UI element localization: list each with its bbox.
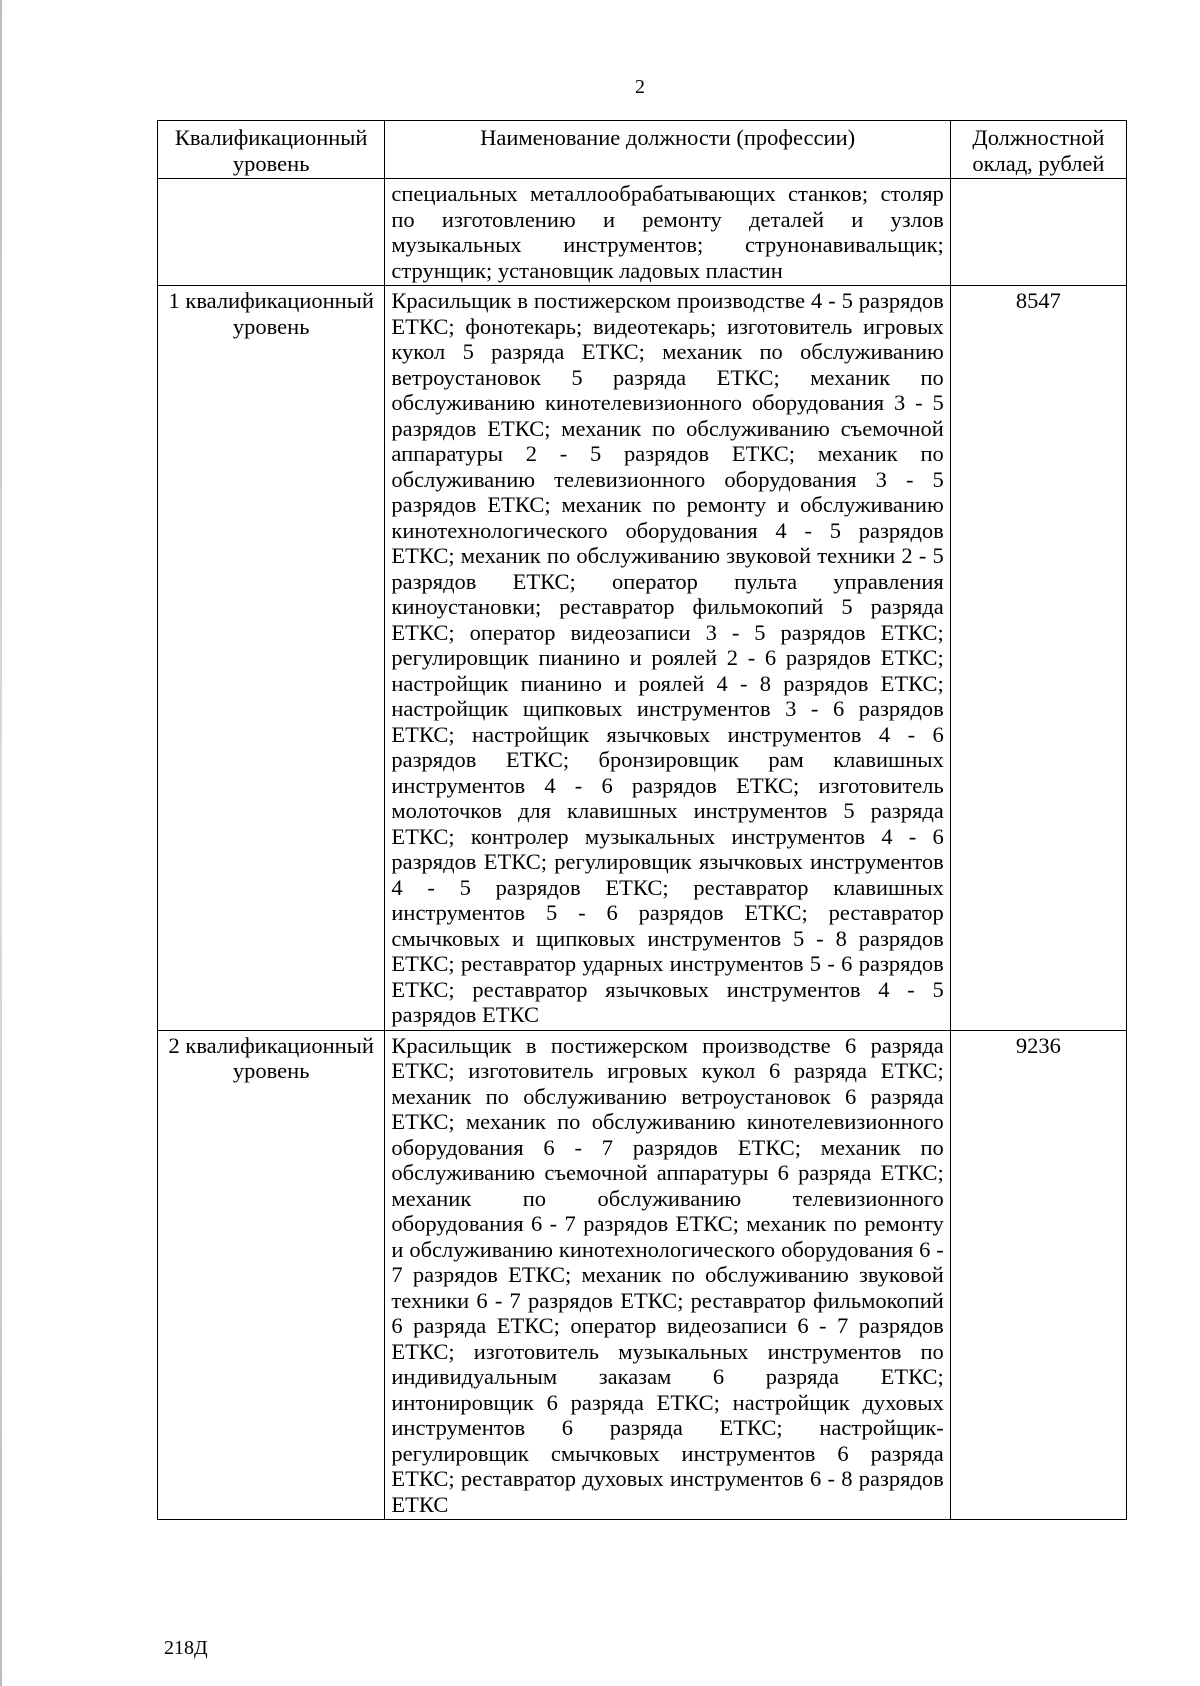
header-title: Наименование должности (профессии) bbox=[385, 121, 950, 179]
salary-table bbox=[157, 120, 1127, 1520]
salary-cell bbox=[950, 179, 1126, 286]
table-row bbox=[158, 1030, 1127, 1520]
scan-edge bbox=[0, 0, 2, 1686]
salary-cell: 8547 bbox=[950, 286, 1126, 1031]
table-row bbox=[158, 286, 1127, 1031]
header-salary: Должностной оклад, рублей bbox=[950, 121, 1126, 179]
level-cell bbox=[158, 179, 385, 286]
page-number: 2 bbox=[635, 76, 645, 98]
table-row bbox=[158, 179, 1127, 286]
title-cell: специальных металлообрабатывающих станков; столяр по изготовлению и ремонту деталей и узлов музыкальных инструментов; струнонавивальщик; струнщик; установщик ладовых пластин bbox=[385, 179, 950, 286]
title-cell: Красильщик в постижерском производстве 6 разряда ЕТКС; изготовитель игровых кукол 6 разряда ЕТКС; механик по обслуживанию ветроустановок 6 разряда ЕТКС; механик по обслуживанию кинотелевизионного оборудования 6 - 7 разрядов ЕТКС; механик по обслуживанию съемочной аппаратуры 6 разряда ЕТКС; механик по обслуживанию телевизионного оборудования 6 - 7 разрядов ЕТКС; механик по ремонту и обслуживанию кинотехнологического оборудования 6 - 7 разрядов ЕТКС; механик по обслуживанию звуковой техники 6 - 7 разрядов ЕТКС; реставратор фильмокопий 6 разряда ЕТКС; оператор видеозаписи 6 - 7 разрядов ЕТКС; изготовитель музыкальных инструментов по индивидуальным заказам 6 разряда ЕТКС; интонировщик 6 разряда ЕТКС; настройщик духовых инструментов 6 разряда ЕТКС; настройщик-регулировщик смычковых инструментов 6 разряда ЕТКС; реставратор духовых инструментов 6 - 8 разрядов ЕТКС bbox=[385, 1030, 950, 1520]
level-cell: 2 квалификационный уровень bbox=[158, 1030, 385, 1520]
header-level: Квалификационный уровень bbox=[158, 121, 385, 179]
document-code: 218Д bbox=[164, 1637, 208, 1659]
salary-cell: 9236 bbox=[950, 1030, 1126, 1520]
table-header-row bbox=[158, 121, 1127, 179]
level-cell: 1 квалификационный уровень bbox=[158, 286, 385, 1031]
title-cell: Красильщик в постижерском производстве 4 - 5 разрядов ЕТКС; фонотекарь; видеотекарь; изготовитель игровых кукол 5 разряда ЕТКС; механик по обслуживанию ветроустановок 5 разряда ЕТКС; механик по обслуживанию кинотелевизионного оборудования 3 - 5 разрядов ЕТКС; механик по обслуживанию съемочной аппаратуры 2 - 5 разрядов ЕТКС; механик по обслуживанию телевизионного оборудования 3 - 5 разрядов ЕТКС; механик по ремонту и обслуживанию кинотехнологического оборудования 4 - 5 разрядов ЕТКС; механик по обслуживанию звуковой техники 2 - 5 разрядов ЕТКС; оператор пульта управления киноустановки; реставратор фильмокопий 5 разряда ЕТКС; оператор видеозаписи 3 - 5 разрядов ЕТКС; регулировщик пианино и роялей 2 - 6 разрядов ЕТКС; настройщик пианино и роялей 4 - 8 разрядов ЕТКС; настройщик щипковых инструментов 3 - 6 разрядов ЕТКС; настройщик язычковых инструментов 4 - 6 разрядов ЕТКС; бронзировщик рам клавишных инструментов 4 - 6 разрядов ЕТКС; изготовитель молоточков для клавишных инструментов 5 разряда ЕТКС; контролер музыкальных инструментов 4 - 6 разрядов ЕТКС; регулировщик язычковых инструментов 4 - 5 разрядов ЕТКС; реставратор клавишных инструментов 5 - 6 разрядов ЕТКС; реставратор смычковых и щипковых инструментов 5 - 8 разрядов ЕТКС; реставратор ударных инструментов 5 - 6 разрядов ЕТКС; реставратор язычковых инструментов 4 - 5 разрядов ЕТКС bbox=[385, 286, 950, 1031]
